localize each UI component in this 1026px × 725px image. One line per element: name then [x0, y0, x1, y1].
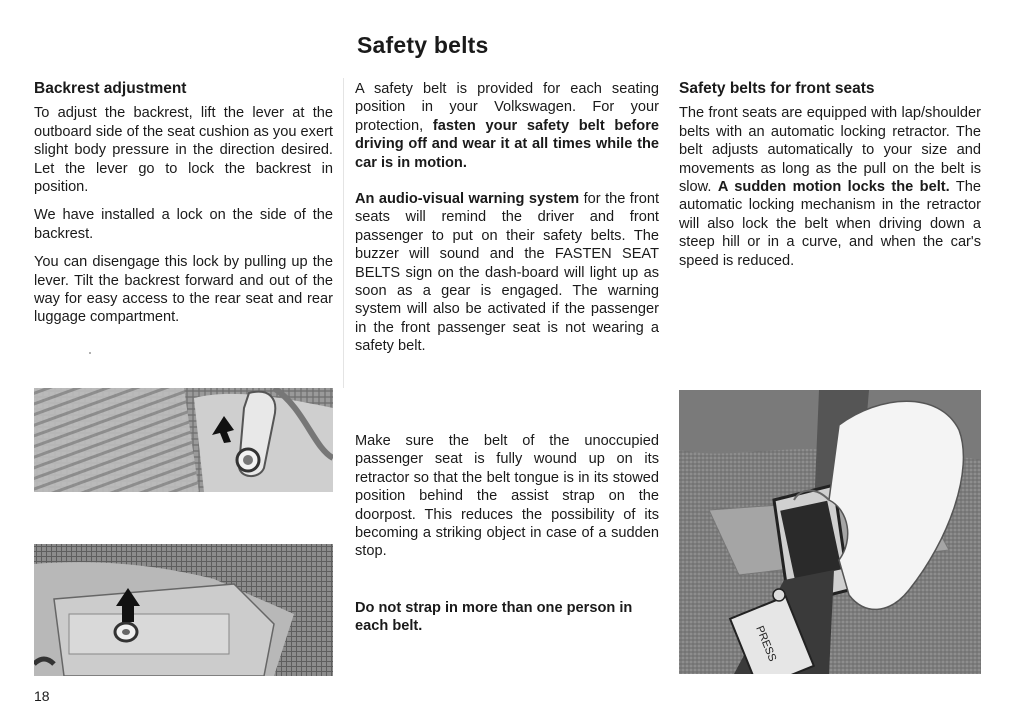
- column-divider: [343, 78, 344, 388]
- one-person-section: [355, 599, 659, 646]
- intro-emphasis: fasten your safety belt before driving off and wear it at all times while the car is in motion.: [355, 117, 660, 171]
- backrest-paragraph-3: You can disengage this lock by pulling up the lever. Tilt the backrest forward and out of the way for easy access to the rear seat and rear luggage compartment.: [34, 254, 333, 326]
- belt-buckle-photo: [679, 390, 981, 674]
- front-seats-text-2: The automatic locking mechanism in the retractor will also lock the belt when driving down a steep hill or in a curve, and when the car's speed is reduced.: [679, 179, 981, 269]
- speck: [89, 352, 91, 354]
- safety-belt-intro-section: [355, 80, 659, 366]
- warning-system-text: for the front seats will remind the driver and front passenger to put on their safety belts. The buzzer will sound and the FASTEN SEAT BELTS sign on the dash-board will light up as soon as a gear is engaged. The warning system will also be activated if the passenger in the front passenger seat is not wearing a safety belt.: [355, 191, 660, 355]
- backrest-lever-photo: [34, 388, 333, 492]
- front-seats-paragraph: [679, 104, 981, 270]
- warning-system-emphasis: An audio-visual warning system: [355, 191, 580, 208]
- one-person-warning-text: Do not strap in more than one person in each belt.: [355, 600, 633, 635]
- one-person-warning: [355, 599, 659, 636]
- backrest-paragraph-1: To adjust the backrest, lift the lever at the outboard side of the seat cushion as you exert slight body pressure in the direction desired. Let the lever go to lock the backrest in position.: [34, 105, 333, 196]
- front-seats-emphasis: A sudden motion locks the belt.: [717, 179, 950, 196]
- backrest-lock-photo: [34, 544, 333, 676]
- page-number: 18: [34, 688, 50, 704]
- front-seats-section: [679, 80, 981, 280]
- intro-text: A safety belt is provided for each seating position in your Volkswagen. For your protection,: [355, 81, 659, 134]
- page-title: Safety belts: [357, 32, 489, 58]
- intro-paragraph: [355, 80, 659, 172]
- warning-system-paragraph: [355, 190, 659, 356]
- buckle-label: PRESS: [753, 624, 779, 664]
- front-seats-heading: Safety belts for front seats: [679, 80, 875, 97]
- front-seats-text-1: The front seats are equipped with lap/shoulder belts with an automatic locking retractor. The belt adjusts automatically to your size and movements as long as the pull on the belt is slow.: [679, 105, 981, 196]
- unoccupied-seat-paragraph: Make sure the belt of the unoccupied passenger seat is fully wound up on its retractor so that the belt tongue is in its stowed position behind the assist strap on the doorpost. This reduces the possibility of its becoming a striking object in case of a sudden stop.: [355, 433, 659, 560]
- backrest-section: [34, 80, 333, 337]
- backrest-heading: Backrest adjustment: [34, 80, 187, 97]
- unoccupied-seat-section: [355, 432, 659, 571]
- backrest-paragraph-2: We have installed a lock on the side of the backrest.: [34, 207, 333, 242]
